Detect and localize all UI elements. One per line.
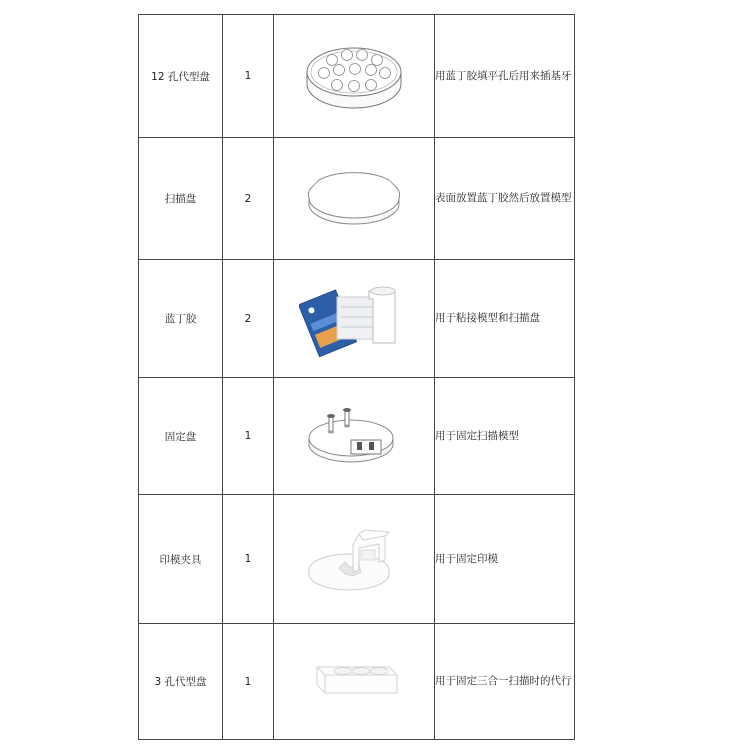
part-quantity: 2	[223, 138, 274, 260]
part-description: 用蓝丁胶填平孔后用来插基牙	[435, 15, 575, 138]
part-name: 扫描盘	[139, 138, 223, 260]
table-row	[139, 138, 575, 260]
table-row	[139, 378, 575, 495]
part-name: 3 孔代型盘	[139, 624, 223, 740]
part-quantity: 2	[223, 260, 274, 378]
part-name: 固定盘	[139, 378, 223, 495]
part-image-cell	[274, 138, 435, 260]
part-description: 用于固定印模	[435, 495, 575, 624]
part-quantity: 1	[223, 15, 274, 138]
part-image-cell	[274, 378, 435, 495]
part-description: 用于粘接模型和扫描盘	[435, 260, 575, 378]
table-row	[139, 15, 575, 138]
part-name: 印模夹具	[139, 495, 223, 624]
part-image-cell	[274, 495, 435, 624]
blu-tack-pack-icon	[299, 277, 409, 361]
parts-table	[138, 14, 575, 740]
part-name: 12 孔代型盘	[139, 15, 223, 138]
impression-clamp-icon	[299, 514, 409, 604]
part-image-cell	[274, 624, 435, 740]
twelve-hole-die-tray-icon	[299, 36, 409, 116]
part-quantity: 1	[223, 378, 274, 495]
part-name: 蓝丁胶	[139, 260, 223, 378]
table-row	[139, 495, 575, 624]
scan-plate-icon	[299, 164, 409, 234]
part-quantity: 1	[223, 624, 274, 740]
table-row	[139, 260, 575, 378]
part-description: 用于固定扫描模型	[435, 378, 575, 495]
part-image-cell	[274, 260, 435, 378]
part-image-cell	[274, 15, 435, 138]
part-description: 用于固定三合一扫描时的代行	[435, 624, 575, 740]
part-description: 表面放置蓝丁胶然后放置模型	[435, 138, 575, 260]
fixing-plate-icon	[299, 394, 409, 478]
three-hole-die-tray-icon	[299, 647, 409, 717]
part-quantity: 1	[223, 495, 274, 624]
table-row	[139, 624, 575, 740]
